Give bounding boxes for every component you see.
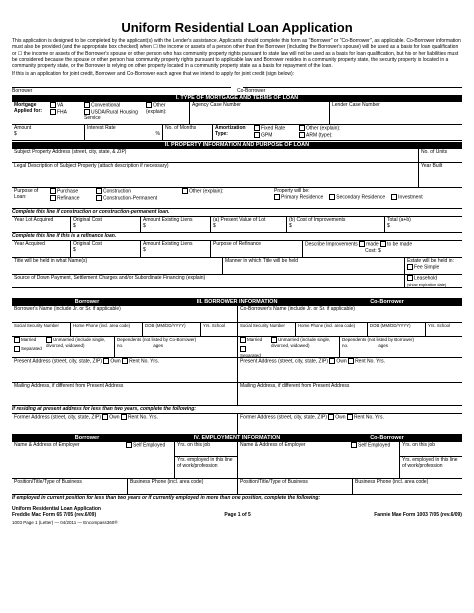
other-purpose-checkbox[interactable] <box>182 188 188 194</box>
page-footer <box>12 506 462 518</box>
coborrower-yrs-job-field[interactable] <box>400 442 462 457</box>
title-manner-label: Manner in which Title will be held <box>225 258 299 265</box>
borrower-former-own-checkbox[interactable] <box>102 414 108 420</box>
year-built-field[interactable] <box>418 163 462 187</box>
borrower-dependents-label: Dependents (not listed by Co-Borrower) <box>117 337 197 343</box>
dollar-sign: $ <box>289 223 292 230</box>
no-yrs-label: No. Yrs. <box>367 358 385 365</box>
borrower-present-address-label: Present Address (street, city, state, ZIP) <box>14 358 102 365</box>
year-acquired-field[interactable] <box>12 241 70 257</box>
section-4-title: IV. EMPLOYMENT INFORMATION <box>193 434 281 441</box>
coborrower-dependents-field[interactable] <box>339 337 462 357</box>
lot-liens-field[interactable] <box>140 217 210 232</box>
total-field[interactable] <box>384 217 462 232</box>
borrower-former-address-label: Former Address (street, city, state, ZIP) <box>14 414 101 421</box>
expiration-label: (show expiration date) <box>407 281 447 287</box>
borrower-present-address-field[interactable] <box>12 358 237 382</box>
yrs-employed-label: Yrs. employed in this line of work/profession <box>402 457 458 470</box>
dependents-ages-label: ages <box>153 343 164 349</box>
refi-original-cost-label: Original Cost <box>73 241 102 248</box>
dependents-no-label: no. <box>342 343 349 349</box>
refi-liens-label: Amount Existing Liens <box>143 241 193 248</box>
no-yrs-label: No. Yrs. <box>365 414 384 421</box>
borrower-separated-checkbox[interactable] <box>14 346 20 352</box>
amount-field[interactable] <box>12 125 84 140</box>
section-4-borrower-label: Borrower <box>74 434 100 441</box>
fixed-rate-checkbox[interactable] <box>254 125 260 131</box>
borrower-ssn-label: Social Security Number <box>14 323 59 329</box>
coborrower-school-label: Yrs. School <box>428 323 450 329</box>
separated-label: Separated <box>21 346 42 352</box>
other-amort-label: Other (explain): <box>306 125 341 132</box>
purpose-refinance-label: Purpose of Refinance <box>213 241 262 248</box>
coborrower-phone-label: Home Phone (incl. area code) <box>298 323 356 329</box>
coborrower-former-address-label: Former Address (street, city, state, ZIP) <box>240 414 327 421</box>
mortgage-label: Mortgage <box>14 102 37 109</box>
section-2-header: II. PROPERTY INFORMATION AND PURPOSE OF LOAN <box>12 142 462 149</box>
coborrower-signature-label: Co-Borrower <box>237 87 266 94</box>
section-3-coborrower-label: Co-Borrower <box>370 298 404 305</box>
total-label: Total (a+b) <box>387 217 411 224</box>
refi-original-cost-field[interactable] <box>70 241 140 257</box>
applied-for-label: Applied for: <box>14 108 43 115</box>
borrower-self-employed-checkbox[interactable] <box>126 442 132 448</box>
purpose-row <box>12 188 462 209</box>
self-employed-label: Self Employed <box>358 442 391 449</box>
gpm-label: GPM <box>261 131 273 138</box>
interest-rate-pct: % <box>155 131 160 138</box>
estate-label: Estate will be held in: <box>407 258 454 265</box>
secondary-residence-label: Secondary Residence <box>336 194 386 201</box>
own-label: Own <box>336 358 347 365</box>
footer-form-name: Uniform Residential Loan Application <box>12 505 101 512</box>
construction-line-note: Complete this line if construction or construction-permanent loan. <box>12 209 462 217</box>
va-label: VA <box>57 102 64 109</box>
lot-original-cost-label: Original Cost <box>73 217 102 224</box>
former-address-note: If residing at present address for less than two years, complete the following: <box>12 406 462 414</box>
dollar-sign: $ <box>143 247 146 254</box>
property-address-label: Subject Property Address (street, city, state, & ZIP) <box>14 149 127 156</box>
lender-case-label: Lender Case Number <box>332 102 380 109</box>
coborrower-position-field[interactable] <box>237 479 352 494</box>
refi-liens-field[interactable] <box>140 241 210 257</box>
coborrower-name-field[interactable] <box>237 306 462 322</box>
coborrower-phone-field[interactable] <box>295 323 367 336</box>
fha-checkbox[interactable] <box>50 109 56 115</box>
own-label: Own <box>335 414 346 421</box>
lot-original-cost-field[interactable] <box>70 217 140 232</box>
fixed-rate-label: Fixed Rate <box>261 125 286 132</box>
section-4-coborrower-label: Co-Borrower <box>370 434 404 441</box>
rent-label: Rent <box>127 414 139 421</box>
agency-case-label: Agency Case Number <box>192 102 241 109</box>
loan-application-page <box>12 0 462 525</box>
coborrower-signature-field[interactable] <box>243 81 462 88</box>
borrower-phone-label: Home Phone (incl. area code) <box>73 323 131 329</box>
borrower-mailing-field[interactable] <box>12 383 237 405</box>
section-3-header <box>12 299 462 306</box>
footer-freddie-form: Freddie Mac Form 65 7/05 (rev.6/09) <box>12 511 97 518</box>
title-names-field[interactable] <box>12 258 222 274</box>
intro-paragraph: This application is designed to be completed by the applicant(s) with the Lender's assistance. Applicants should complete this form as "Borrower" or "Co-Borrower", as applicable. Co-Borrower information must also be provided (and the appropriate box checked) when ☐ the income or assets of a person other than the Borrower (including the Borrower's spouse) will be used as a basis for loan qualification or ☐ the income or assets of the Borrower's spouse or other person who has community property rights pursuant to state law will not be used as a basis for loan qualification, but his or her liabilities must be considered because the spouse or other person has community property rights pursuant to applicable law and Borrower resides in a community property state, the security property is located in a community property state, or the Borrower is relying on other property located in a community property state as a basis for repayment of the loan. <box>12 38 461 70</box>
coborrower-rent-checkbox[interactable] <box>348 358 354 364</box>
coborrower-former-rent-checkbox[interactable] <box>347 414 353 420</box>
yrs-employed-label: Yrs. employed in this line of work/profession <box>177 457 233 470</box>
footer-page-number: Page 1 of 5 <box>224 511 251 518</box>
cost-improvements-label: (b) Cost of Improvements <box>289 217 346 224</box>
coborrower-school-field[interactable] <box>425 323 462 336</box>
borrower-own-checkbox[interactable] <box>103 358 109 364</box>
section-3-title: III. BORROWER INFORMATION <box>196 298 278 305</box>
rent-label: Rent <box>355 358 366 365</box>
describe-improvements-field[interactable] <box>302 241 462 257</box>
describe-improvements-label: Describe Improvements <box>305 241 358 248</box>
coborrower-ssn-label: Social Security Number <box>240 323 285 329</box>
own-label: Own <box>109 414 120 421</box>
coborrower-separated-checkbox[interactable] <box>240 346 246 352</box>
fha-label: FHA <box>57 108 67 115</box>
primary-residence-checkbox[interactable] <box>274 194 280 200</box>
months-label: No. of Months <box>165 125 197 132</box>
self-employed-label: Self Employed <box>133 442 166 449</box>
coborrower-employer-label: Name & Address of Employer <box>240 442 306 449</box>
legal-description-field[interactable] <box>12 163 418 187</box>
coborrower-dob-field[interactable] <box>367 323 425 336</box>
borrower-signature-field[interactable] <box>12 81 231 88</box>
dependents-no-label: no. <box>117 343 124 349</box>
borrower-dob-field[interactable] <box>142 323 200 336</box>
dollar-sign: $ <box>387 223 390 230</box>
borrower-dependents-field[interactable] <box>114 337 237 357</box>
made-label: made <box>366 241 379 248</box>
lender-case-field[interactable] <box>329 102 462 124</box>
rent-label: Rent <box>129 358 140 365</box>
borrower-rent-checkbox[interactable] <box>122 358 128 364</box>
footer-fannie-form: Fannie Mae Form 1003 7/05 (rev.6/09) <box>374 511 462 518</box>
unmarried-label: Unmarried (include single, divorced, widowed) <box>271 337 331 349</box>
purchase-label: Purchase <box>57 188 79 195</box>
property-address-field[interactable] <box>12 149 418 162</box>
section-3-borrower-label: Borrower <box>74 298 100 305</box>
amount-dollar: $ <box>14 131 17 138</box>
coborrower-employer-field[interactable] <box>237 442 349 478</box>
construction-label: Construction <box>103 188 132 195</box>
purpose-label: Purpose of Loan: <box>14 188 39 201</box>
borrower-ssn-field[interactable] <box>12 323 70 336</box>
year-built-label: Year Built <box>421 163 443 170</box>
months-field[interactable] <box>162 125 212 140</box>
blank-spacer <box>12 288 462 299</box>
lot-liens-label: Amount Existing Liens <box>143 217 193 224</box>
coborrower-former-own-checkbox[interactable] <box>328 414 334 420</box>
down-payment-source-label: Source of Down Payment, Settlement Charges and/or Subordinate Financing (explain) <box>14 275 206 282</box>
borrower-business-phone-label: Business Phone (incl. area code) <box>130 479 204 486</box>
other-mortgage-label: Other (explain): <box>146 102 167 115</box>
amortization-label: Amortization Type: <box>215 125 246 138</box>
borrower-former-address-field[interactable] <box>12 414 237 434</box>
borrower-name-label: Borrower's Name (include Jr. or Sr. if applicable) <box>14 306 121 313</box>
units-field[interactable] <box>418 149 462 162</box>
constperm-checkbox[interactable] <box>96 195 102 201</box>
va-checkbox[interactable] <box>50 102 56 108</box>
other-mortgage-checkbox[interactable] <box>146 102 152 108</box>
arm-checkbox[interactable] <box>299 132 305 138</box>
down-payment-source-field[interactable] <box>12 275 404 287</box>
title-manner-field[interactable] <box>222 258 404 274</box>
refinance-line-note: Complete this line if this is a refinance loan. <box>12 233 462 241</box>
made-checkbox[interactable] <box>359 241 365 247</box>
yrs-job-label: Yrs. on this job <box>402 442 436 449</box>
coborrower-yrs-employed-field[interactable] <box>400 457 462 470</box>
usda-checkbox[interactable] <box>84 109 90 115</box>
coborrower-married-checkbox[interactable] <box>240 337 246 343</box>
coborrower-own-checkbox[interactable] <box>329 358 335 364</box>
coborrower-present-address-label: Present Address (street, city, state, ZIP) <box>240 358 328 365</box>
borrower-employer-field[interactable] <box>12 442 124 478</box>
conventional-label: Conventional <box>91 102 121 109</box>
investment-checkbox[interactable] <box>391 194 397 200</box>
amount-label: Amount <box>14 125 32 132</box>
year-lot-label: Year Lot Acquired <box>14 217 54 224</box>
section-4-header <box>12 435 462 442</box>
married-label: Married <box>21 337 37 343</box>
borrower-business-phone-field[interactable] <box>127 479 237 494</box>
amount-rate-row <box>12 125 462 141</box>
agency-case-field[interactable] <box>189 102 329 124</box>
borrower-yrs-job-field[interactable] <box>175 442 237 457</box>
conventional-checkbox[interactable] <box>84 102 90 108</box>
no-yrs-label: No. Yrs. <box>139 414 158 421</box>
no-yrs-label: No. Yrs. <box>141 358 159 365</box>
leasehold-checkbox[interactable] <box>407 275 413 281</box>
yrs-job-label: Yrs. on this job <box>177 442 211 449</box>
coborrower-present-address-field[interactable] <box>237 358 462 382</box>
borrower-former-rent-checkbox[interactable] <box>121 414 127 420</box>
borrower-signature-label: Borrower <box>12 87 33 94</box>
coborrower-former-address-field[interactable] <box>237 414 462 434</box>
borrower-school-label: Yrs. School <box>203 323 225 329</box>
page-title: Uniform Residential Loan Application <box>121 20 353 35</box>
borrower-married-checkbox[interactable] <box>14 337 20 343</box>
interest-rate-label: Interest Rate <box>87 125 116 132</box>
borrower-school-field[interactable] <box>200 323 237 336</box>
coborrower-business-phone-label: Business Phone (incl. area code) <box>355 479 429 486</box>
leasehold-label: Leasehold <box>414 275 438 282</box>
purchase-checkbox[interactable] <box>50 188 56 194</box>
primary-residence-label: Primary Residence <box>281 194 324 201</box>
improvement-cost-label: Cost: $ <box>365 247 381 254</box>
borrower-position-label: Position/Title/Type of Business <box>14 479 82 486</box>
dollar-sign: $ <box>143 223 146 230</box>
borrower-unmarried-checkbox[interactable] <box>46 337 52 343</box>
coborrower-dob-label: DOB (MM/DD/YYYY) <box>370 323 411 329</box>
present-value-field[interactable] <box>210 217 286 232</box>
other-amort-checkbox[interactable] <box>299 125 305 131</box>
usda-label: USDA/Rural Housing Service <box>84 108 138 121</box>
coborrower-business-phone-field[interactable] <box>352 479 462 494</box>
refinance-checkbox[interactable] <box>50 195 56 201</box>
own-label: Own <box>110 358 121 365</box>
dollar-sign: $ <box>73 223 76 230</box>
refinance-label: Refinance <box>57 194 80 201</box>
coborrower-dependents-label: Dependents (not listed by Borrower) <box>342 337 415 343</box>
unmarried-label: Unmarried (include single, divorced, widowed) <box>46 337 106 349</box>
borrower-phone-field[interactable] <box>70 323 142 336</box>
coborrower-ssn-field[interactable] <box>237 323 295 336</box>
coborrower-unmarried-checkbox[interactable] <box>271 337 277 343</box>
coborrower-mailing-label: Mailing Address, if different from Present Address <box>240 383 350 390</box>
joint-credit-note: If this is an application for joint credit, Borrower and Co-Borrower each agree that we intend to apply for joint credit (sign below): <box>12 71 295 78</box>
coborrower-position-label: Position/Title/Type of Business <box>240 479 308 486</box>
fee-simple-checkbox[interactable] <box>407 264 413 270</box>
dollar-sign: $ <box>213 223 216 230</box>
property-will-be-label: Property will be: <box>274 188 310 195</box>
mortgage-type-row <box>12 102 462 125</box>
constperm-label: Construction-Permanent <box>103 194 158 201</box>
legal-description-label: Legal Description of Subject Property (attach description if necessary) <box>14 163 169 170</box>
married-label: Married <box>247 337 263 343</box>
secondary-residence-checkbox[interactable] <box>329 194 335 200</box>
purpose-refinance-field[interactable] <box>210 241 302 257</box>
borrower-employer-label: Name & Address of Employer <box>14 442 80 449</box>
borrower-dob-label: DOB (MM/DD/YYYY) <box>145 323 186 329</box>
to-be-made-checkbox[interactable] <box>380 241 386 247</box>
separated-label: Separated <box>240 352 261 357</box>
coborrower-self-employed-checkbox[interactable] <box>351 442 357 448</box>
title-names-label: Title will be held in what Name(s) <box>14 258 88 265</box>
dependents-ages-label: ages <box>378 343 389 349</box>
year-acquired-label: Year Acquired <box>14 241 45 248</box>
other-purpose-label: Other (explain): <box>189 188 224 195</box>
units-label: No. of Units <box>421 149 448 156</box>
employment-note: If employed in current position for less than two years or if currently employed in more than one position, complete the following: <box>12 494 321 501</box>
signature-lines <box>12 81 462 88</box>
fee-simple-label: Fee Simple <box>414 264 440 271</box>
borrower-mailing-label: Mailing Address, if different from Present Address <box>14 383 124 390</box>
construction-checkbox[interactable] <box>96 188 102 194</box>
arm-label: ARM (type): <box>306 131 333 138</box>
dollar-sign: $ <box>73 247 76 254</box>
coborrower-mailing-field[interactable] <box>237 383 462 405</box>
interest-rate-field[interactable] <box>84 125 162 140</box>
rent-label: Rent <box>353 414 365 421</box>
borrower-yrs-employed-field[interactable] <box>175 457 237 470</box>
to-be-made-label: to be made <box>387 241 413 248</box>
section-1-header: I. TYPE OF MORTGAGE AND TERMS OF LOAN <box>12 95 462 102</box>
investment-label: Investment <box>398 194 423 201</box>
cost-improvements-field[interactable] <box>286 217 384 232</box>
present-value-label: (a) Present Value of Lot <box>213 217 266 224</box>
footer-note: 1003 Page 1 (Letter) — 04/2011 — Encompass360® <box>12 519 118 525</box>
borrower-name-field[interactable] <box>12 306 237 322</box>
borrower-position-field[interactable] <box>12 479 127 494</box>
coborrower-name-label: Co-Borrower's Name (include Jr. or Sr. if applicable) <box>240 306 355 313</box>
gpm-checkbox[interactable] <box>254 132 260 138</box>
year-lot-field[interactable] <box>12 217 70 232</box>
